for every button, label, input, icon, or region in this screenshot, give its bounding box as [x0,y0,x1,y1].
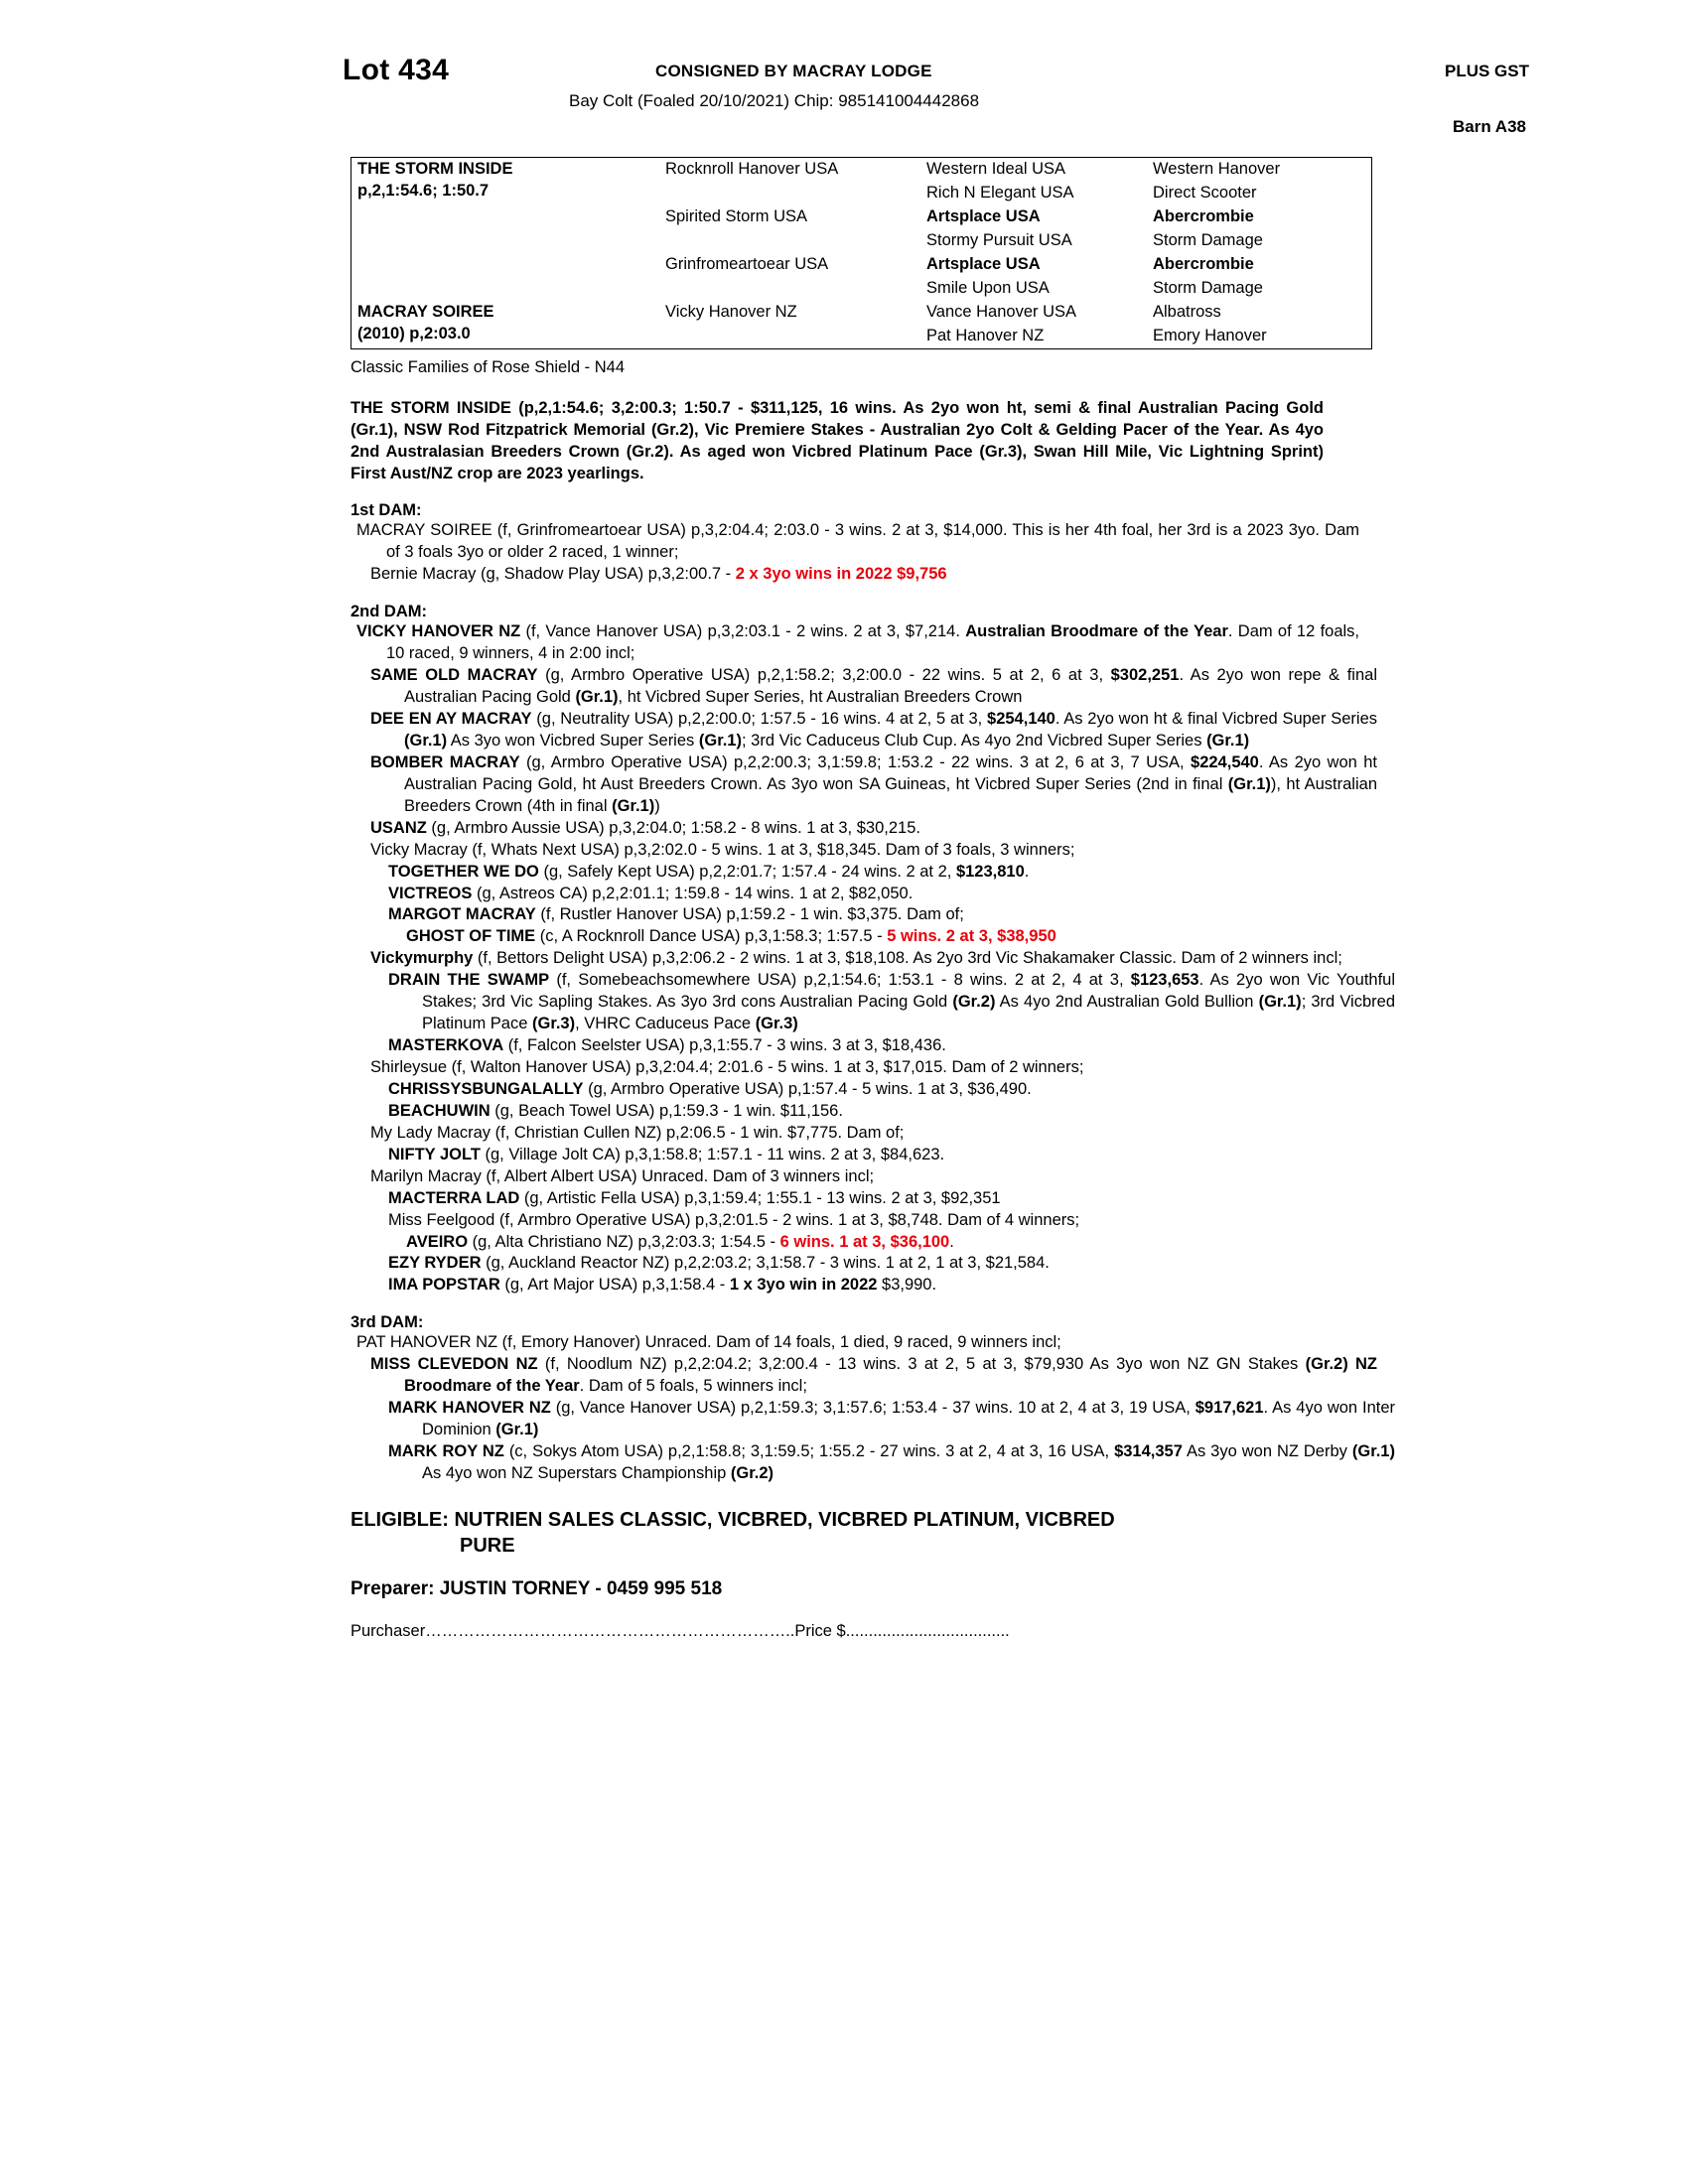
list-item: EZY RYDER (g, Auckland Reactor NZ) p,2,2:03.2; 3,1:58.7 - 3 wins. 1 at 2, 1 at 3, $21,584. [388,1254,1050,1273]
consignor-label: CONSIGNED BY MACRAY LODGE [655,62,932,80]
spacer-cell-1 [352,205,660,253]
list-item: Vicky Macray (f, Whats Next USA) p,3,2:02.0 - 5 wins. 1 at 3, $18,345. Dam of 3 foals, 3 winners; [370,840,1075,859]
table-row [352,158,1372,183]
list-item: MASTERKOVA (f, Falcon Seelster USA) p,3,1:55.7 - 3 wins. 3 at 3, $18,436. [388,1036,946,1055]
list-item: VICKY HANOVER NZ (f, Vance Hanover USA) p,3,2:03.1 - 2 wins. 2 at 3, $7,214. Australian Broodmare of the Year. Dam of 12 foals, 10 raced, 9 winners, 4 in 2:00 incl; [356,622,1360,663]
table-row [352,301,1372,325]
barn-label: Barn A38 [1452,117,1526,136]
list-item: GHOST OF TIME (c, A Rocknroll Dance USA) p,3,1:58.3; 1:57.5 - 5 wins. 2 at 3, $38,950 [406,927,1056,946]
pedigree-d-1: Western Hanover [1153,160,1281,178]
list-item: Marilyn Macray (f, Albert Albert USA) Unraced. Dam of 3 winners incl; [370,1166,875,1185]
list-item: MARK ROY NZ (c, Sokys Atom USA) p,2,1:58.8; 3,1:59.5; 1:55.2 - 27 wins. 3 at 2, 4 at 3, 16 USA, $314,357 As 3yo won NZ Derby (Gr.1) As 4yo won NZ Superstars Championship (Gr.2) [388,1442,1395,1482]
list-item: BOMBER MACRAY (g, Armbro Operative USA) p,2,2:00.3; 3,1:59.8; 1:53.2 - 22 wins. 3 at 2, 6 at 3, 7 USA, $224,540. As 2yo won ht Australian Pacing Gold, ht Aust Breeders Crown. As 3yo won SA Guineas, ht Vicbred Super Series (2nd in final (Gr.1)), ht Australian Breeders Crown (4th in final (Gr.1)) [370,752,1377,815]
plus-gst-label: PLUS GST [1444,62,1529,80]
list-item: MARK HANOVER NZ (g, Vance Hanover USA) p,2,1:59.3; 3,1:57.6; 1:53.4 - 37 wins. 10 at 2, 4 at 3, 19 USA, $917,621. As 4yo won Inter Dominion (Gr.1) [388,1399,1396,1439]
pedigree-d-5: Abercrombie [1153,255,1254,273]
dam-name: MACRAY SOIREE [357,303,494,321]
table-row [352,205,1372,229]
table-row [352,253,1372,277]
sire-cell [352,158,660,206]
list-item: Miss Feelgood (f, Armbro Operative USA) p,3,2:01.5 - 2 wins. 1 at 3, $8,748. Dam of 4 winners; [388,1210,1080,1229]
list-item: MARGOT MACRAY (f, Rustler Hanover USA) p,1:59.2 - 1 win. $3,375. Dam of; [388,905,964,924]
classic-families-line: Classic Families of Rose Shield - N44 [351,358,626,376]
purchaser-line: Purchaser…………………………………………………………..Price $.................................... [351,1621,1010,1640]
sire-name: THE STORM INSIDE [357,160,513,178]
list-item: AVEIRO (g, Alta Christiano NZ) p,3,2:03.3; 1:54.5 - 6 wins. 1 at 3, $36,100. [406,1232,954,1251]
pedigree-d-3: Abercrombie [1153,207,1254,225]
list-item: CHRISSYSBUNGALALLY (g, Armbro Operative USA) p,1:57.4 - 5 wins. 1 at 3, $36,490. [388,1079,1032,1098]
pedigree-d-2: Direct Scooter [1153,184,1257,202]
pedigree-b-5: Grinfromeartoear USA [665,255,829,273]
list-item: DEE EN AY MACRAY (g, Neutrality USA) p,2,2:00.0; 1:57.5 - 16 wins. 4 at 2, 5 at 3, $254,140. As 2yo won ht & final Vicbred Super Series (Gr.1) As 3yo won Vicbred Super Series (Gr.1); 3rd Vic Caduceus Club Cup. As 4yo 2nd Vicbred Super Series (Gr.1) [370,710,1377,750]
pedigree-table-wrapper [343,157,1569,349]
first-dam-title: 1st DAM: [351,501,422,520]
pedigree-table [351,157,1372,349]
pedigree-d-6: Storm Damage [1153,279,1263,297]
list-item: Shirleysue (f, Walton Hanover USA) p,3,2:04.4; 2:01.6 - 5 wins. 1 at 3, $17,015. Dam of 2 winners; [370,1058,1084,1076]
pedigree-c-2: Rich N Elegant USA [926,184,1074,202]
dam-marks: (2010) p,2:03.0 [357,324,471,342]
list-item: TOGETHER WE DO (g, Safely Kept USA) p,2,2:01.7; 1:57.4 - 24 wins. 2 at 2, $123,810. [388,862,1030,881]
pedigree-c-5: Artsplace USA [926,255,1041,273]
list-item: SAME OLD MACRAY (g, Armbro Operative USA) p,2,1:58.2; 3,2:00.0 - 22 wins. 5 at 2, 6 at 3, $302,251. As 2yo won repe & final Australian Pacing Gold (Gr.1), ht Vicbred Super Series, ht Australian Breeders Crown [370,666,1377,707]
list-item: MACRAY SOIREE (f, Grinfromeartoear USA) p,3,2:04.4; 2:03.0 - 3 wins. 2 at 3, $14,000. This is her 4th foal, her 3rd is a 2023 3yo. Dam of 3 foals 3yo or older 2 raced, 1 winner; [356,521,1359,562]
list-item: IMA POPSTAR (g, Art Major USA) p,3,1:58.4 - 1 x 3yo win in 2022 $3,990. [388,1276,937,1295]
list-item: Vickymurphy (f, Bettors Delight USA) p,3,2:06.2 - 2 wins. 1 at 3, $18,108. As 2yo 3rd Vic Shakamaker Classic. Dam of 2 winners incl; [370,949,1342,968]
page-header [343,44,1569,153]
list-item: MACTERRA LAD (g, Artistic Fella USA) p,3,1:59.4; 1:55.1 - 13 wins. 2 at 3, $92,351 [388,1188,1001,1207]
pedigree-b-1: Rocknroll Hanover USA [665,160,839,178]
pedigree-d-7: Albatross [1153,303,1221,321]
eligible-text-cont: PURE [460,1534,515,1557]
eligible-line [351,1507,1324,1559]
second-dam-title: 2nd DAM: [351,603,427,621]
list-item: BEACHUWIN (g, Beach Towel USA) p,1:59.3 - 1 win. $11,156. [388,1101,843,1120]
list-item: My Lady Macray (f, Christian Cullen NZ) p,2:06.5 - 1 win. $7,775. Dam of; [370,1123,905,1142]
list-item: PAT HANOVER NZ (f, Emory Hanover) Unraced. Dam of 14 foals, 1 died, 9 raced, 9 winners incl; [356,1333,1061,1352]
sire-marks: p,2,1:54.6; 1:50.7 [357,181,490,200]
list-item: NIFTY JOLT (g, Village Jolt CA) p,3,1:58.8; 1:57.1 - 11 wins. 2 at 3, $84,623. [388,1145,945,1163]
lot-number: Lot 434 [343,54,450,86]
sire-blurb: THE STORM INSIDE (p,2,1:54.6; 3,2:00.3; 1:50.7 - $311,125, 16 wins. As 2yo won ht, semi & final Australian Pacing Gold (Gr.1), NSW Rod Fitzpatrick Memorial (Gr.2), Vic Premiere Stakes - Australian 2yo Colt & Gelding Pacer of the Year. As 4yo 2nd Australasian Breeders Crown (Gr.2). As aged won Vicbred Platinum Pace (Gr.3), Swan Hill Mile, Vic Lightning Sprint) First Aust/NZ crop are 2023 yearlings. [351,399,1324,483]
pedigree-c-7: Vance Hanover USA [926,303,1077,321]
dam-cell [352,301,660,349]
first-dam-list [343,520,1569,586]
pedigree-c-4: Stormy Pursuit USA [926,231,1072,249]
pedigree-c-3: Artsplace USA [926,207,1041,225]
list-item: VICTREOS (g, Astreos CA) p,2,2:01.1; 1:59.8 - 14 wins. 1 at 2, $82,050. [388,884,914,902]
pedigree-d-4: Storm Damage [1153,231,1263,249]
pedigree-d-8: Emory Hanover [1153,327,1267,344]
pedigree-c-8: Pat Hanover NZ [926,327,1045,344]
pedigree-b-3: Spirited Storm USA [665,207,808,225]
preparer-line: Preparer: JUSTIN TORNEY - 0459 995 518 [351,1577,723,1599]
third-dam-list [343,1332,1569,1485]
list-item: MISS CLEVEDON NZ (f, Noodlum NZ) p,2,2:04.2; 3,2:00.4 - 13 wins. 3 at 2, 5 at 3, $79,930 As 3yo won NZ GN Stakes (Gr.2) NZ Broodmare of the Year. Dam of 5 foals, 5 winners incl; [370,1355,1377,1396]
pedigree-b-7: Vicky Hanover NZ [665,303,797,321]
third-dam-title: 3rd DAM: [351,1313,424,1332]
second-dam-list [343,621,1569,1297]
horse-description: Bay Colt (Foaled 20/10/2021) Chip: 985141004442868 [569,91,980,110]
spacer-cell-2 [352,253,660,301]
list-item: Bernie Macray (g, Shadow Play USA) p,3,2:00.7 - 2 x 3yo wins in 2022 $9,756 [370,565,947,584]
list-item: DRAIN THE SWAMP (f, Somebeachsomewhere USA) p,2,1:54.6; 1:53.1 - 8 wins. 2 at 2, 4 at 3, $123,653. As 2yo won Vic Youthful Stakes; 3rd Vic Sapling Stakes. As 3yo 3rd cons Australian Pacing Gold (Gr.2) As 4yo 2nd Australian Gold Bullion (Gr.1); 3rd Vicbred Platinum Pace (Gr.3), VHRC Caduceus Pace (Gr.3) [388,971,1396,1033]
eligible-text: ELIGIBLE: NUTRIEN SALES CLASSIC, VICBRED, VICBRED PLATINUM, VICBRED [351,1508,1115,1531]
pedigree-c-1: Western Ideal USA [926,160,1066,178]
list-item: USANZ (g, Armbro Aussie USA) p,3,2:04.0; 1:58.2 - 8 wins. 1 at 3, $30,215. [370,818,920,837]
pedigree-c-6: Smile Upon USA [926,279,1050,297]
